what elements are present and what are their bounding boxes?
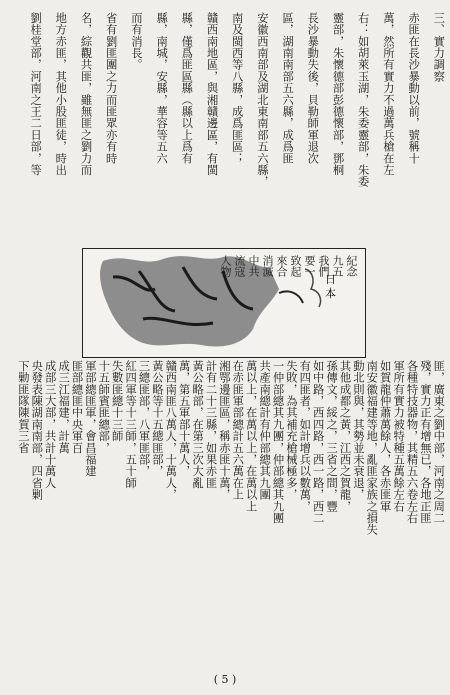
lower-column: 匪，廣東之劉中部，河南之周二 [432,360,446,524]
map-caption-column: 九五 [331,255,344,277]
lower-column: 軍部總匪軍，會昌福建 [83,360,97,477]
lower-column: 萬，第五軍部十萬人， [177,360,191,477]
map-caption-column: 我們 [317,255,330,277]
lower-column: 下勦匪隊陳賀三省 [16,360,30,454]
coastline-mark [279,291,303,303]
upper-column: 贛西南地區，與湘贛邊區，有閩 [205,12,219,176]
upper-column: 省有劉匪團之力而匪眾亦有時 [104,12,118,165]
upper-column: 地方赤匪，其他小股匪徒，時出 [54,12,68,176]
upper-column: 劉桂堂部，河南之王二日部，等 [29,12,43,176]
lower-column: 央發表陳湖南南部，四省剿 [30,360,44,501]
lower-column: 如賀龍仲蕭萬餘人，各赤匪軍 [378,360,392,513]
lower-column: 贛西南匪八萬人，十萬人， [164,360,178,501]
svg-text:本: 本 [325,287,336,300]
upper-column: 名，綜觀共匪，雖無匪之劉力而 [79,12,93,176]
lower-column: 失數匪總十三師 [110,360,124,442]
lower-column: 如中路，西四路，西一路，西二 [311,360,325,524]
lower-column: 匪部總匪中央軍百 [70,360,84,454]
upper-column: 南及閩西等八縣，成爲匪區； [230,12,244,165]
lower-column: 成部三大部，共計十萬人 [43,360,57,489]
lower-column: 其他成都之黃，江西之賀龍， [338,360,352,513]
lower-column: 共產南總計有仲部總其九團 [258,360,272,501]
lower-column: 三總匪部，八軍匪部， [137,360,151,477]
map-caption-column: 中共 [247,255,260,277]
lower-column: 動北則與，其勢並未衰退， [351,360,365,501]
map-caption-column: 來合 [275,255,288,277]
map-caption-column: 要一 [303,255,316,277]
lower-column: 各種特技器物，其精五六卷左右 [405,360,419,524]
upper-column: 區，湖南南部五六縣，成爲匪 [281,12,295,165]
lower-column: 在赤匪軍部總計五六萬在上 [231,360,245,501]
upper-column: 縣，僅爲匪區縣（縣以上爲有 [180,12,194,165]
map-figure [82,248,366,358]
lower-column: 殘，實力正有增無已，各地正匪 [418,360,432,524]
lower-column: 軍所有實力被特種五萬餘左右 [392,360,406,513]
map-caption-column: 紀念 [345,255,358,277]
map-caption-column: 人物 [219,255,232,277]
lower-column: 失敗，為其補充槍械極多， [284,360,298,501]
upper-column: 右：如胡萊玉湖，朱委靈部，朱委 [356,12,370,188]
upper-column: 萬，然所有實力不過萬兵槍在左 [381,12,395,176]
upper-column: 靈部，朱懷德部彭德懷部，鄧桐 [331,12,345,176]
lower-column: 萬以上，在萬以上，在萬以上 [244,360,258,513]
lower-column: 有四匪者，如計增兵以數萬， [298,360,312,513]
lower-column: 黃公略部，在第三次大亂 [191,360,205,489]
map-caption-column: 致起 [289,255,302,277]
upper-column: 長沙暴動失後，貝勒師軍退次 [306,12,320,165]
map-caption-column: 流寇 [233,255,246,277]
lower-column: 紅四軍等十三師，五十師 [124,360,138,489]
page-number: ( 5 ) [213,673,237,686]
lower-column: 南安徽福建等地，亂匪家族之損失 [365,360,379,536]
lower-column: 成三江福建，計萬 [57,360,71,454]
upper-column: 縣，南城，安縣，華容等五六 [155,12,169,165]
lower-column: 黃公略等十五總匪部， [150,360,164,477]
svg-text:日: 日 [325,273,336,286]
map-label-japan [325,273,336,300]
upper-column: 而有消長。 [129,12,143,71]
upper-column: 赤匪在長沙暴動以前，號稱十 [407,12,421,165]
lower-column: 計有二十三縣，如果赤匪 [204,360,218,489]
lower-column: 一仲部總其九團，仲部總其九團 [271,360,285,524]
lower-column: 湘鄂邊匪區，稱赤匪十萬， [217,360,231,501]
lower-column: 十五師賓匪總部， [97,360,111,454]
lower-column: 孫傳文，綏之，三省之間，豐 [325,360,339,513]
map-caption-column: 消滅 [261,255,274,277]
upper-column: 三、實力調察 [432,12,446,83]
upper-column: 安徽西南部及湖北東南部五六縣， [255,12,269,188]
